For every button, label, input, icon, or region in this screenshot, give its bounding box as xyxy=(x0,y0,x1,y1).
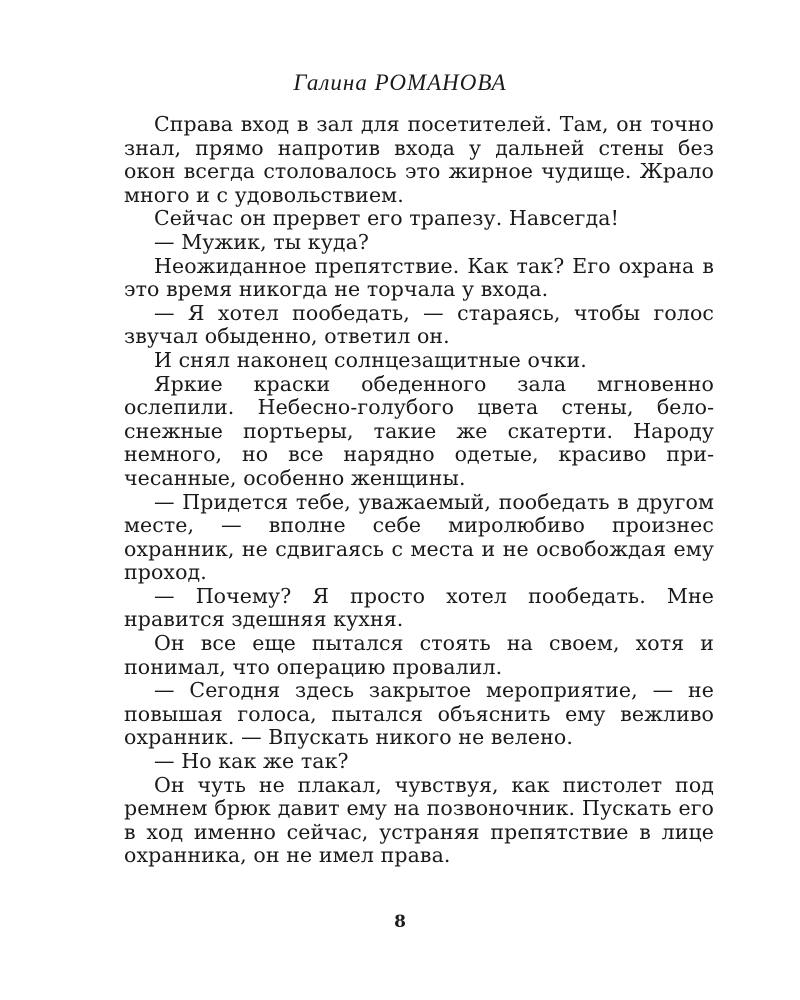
paragraph: — Сегодня здесь закрытое мероприятие, — не повышая голоса, пытался объяснить ему вежливо охранник. — Впускать никого не велено. xyxy=(124,678,714,750)
paragraph: — Но как же так? xyxy=(154,749,349,774)
paragraph: Яркие краски обеденного зала мгновенно ослепили. Небесно-голубого цвета стены, белоснежные портьеры, такие же скатерти. Народу немного, но все нарядно одетые, красиво причесанные, особенно женщины. xyxy=(124,371,714,490)
paragraph: — Почему? Я просто хотел пообедать. Мне нравится здешняя кухня. xyxy=(124,583,714,632)
page-number: 8 xyxy=(394,912,406,932)
body-text xyxy=(124,113,714,868)
paragraph: Сейчас он прервет его трапезу. Навсегда! xyxy=(154,206,619,231)
paragraph: И снял наконец солнцезащитные очки. xyxy=(154,347,587,372)
paragraph: — Придется тебе, уважаемый, пообедать в другом месте, — вполне себе миролюбиво произнес охранник, не сдвигаясь с места и не освобождая ему проход. xyxy=(124,489,714,585)
paragraph: Неожиданное препятствие. Как так? Его охрана в это время никогда не торчала у входа. xyxy=(124,253,714,302)
paragraph: — Я хотел пообедать, — стараясь, чтобы голос звучал обыденно, ответил он. xyxy=(124,300,714,349)
paragraph: Он все еще пытался стоять на своем, хотя и понимал, что операцию провалил. xyxy=(124,631,714,679)
running-head: Галина РОМАНОВА xyxy=(293,70,507,95)
paragraph: Он чуть не плакал, чувствуя, как пистолет под ремнем брюк давит ему на позвоночник. Пускать его в ход именно сейчас, устраняя препятствие в лице охранника, он не имел права. xyxy=(124,772,714,868)
paragraph: Справа вход в зал для посетителей. Там, он точно знал, прямо напротив входа у дальней стены без окон всегда столовалось это жирное чудище. Жрало много и с удовольствием. xyxy=(124,112,714,207)
paragraph: — Мужик, ты куда? xyxy=(154,229,370,254)
